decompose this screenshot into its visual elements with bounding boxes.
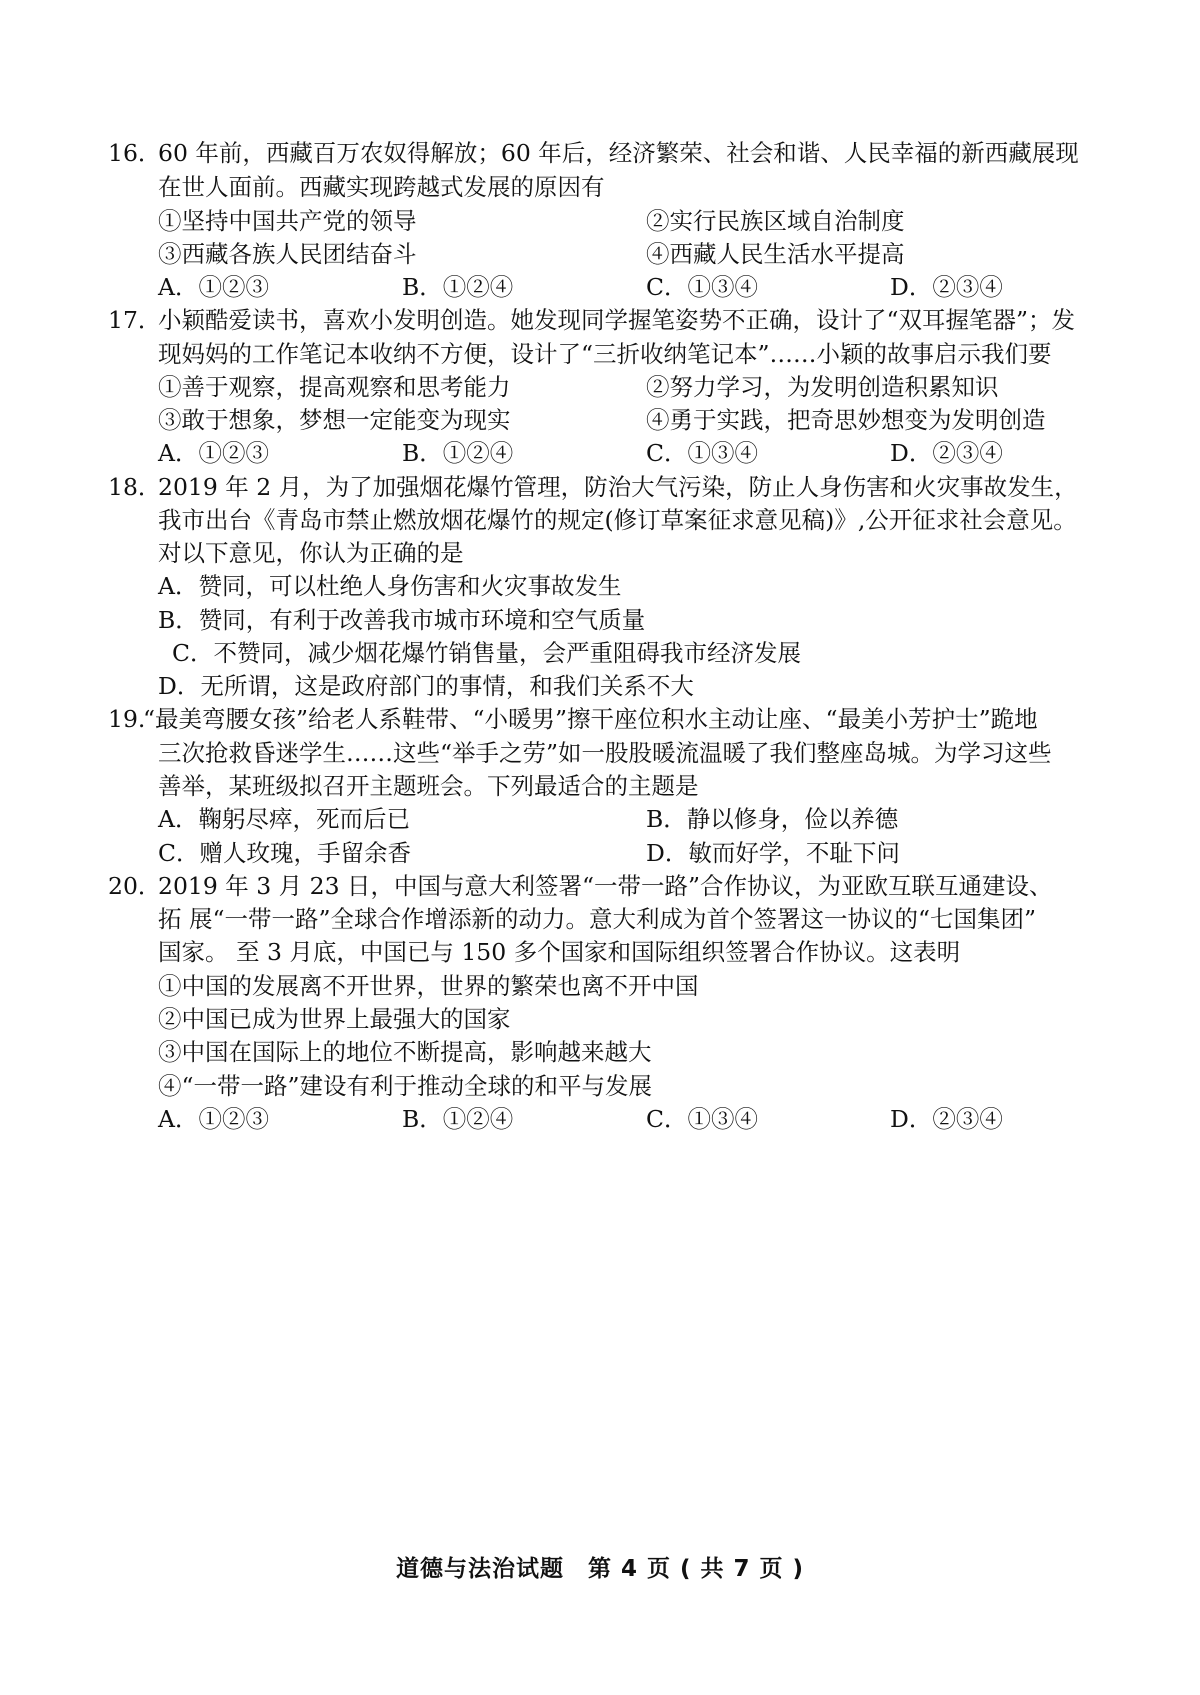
statement: ①中国的发展离不开世界，世界的繁荣也离不开中国 xyxy=(158,972,699,1000)
statement: ③西藏各族人民团结奋斗 xyxy=(158,240,417,268)
question-stem-line: 在世人面前。西藏实现跨越式发展的原因有 xyxy=(158,173,605,201)
page-footer: 道德与法治试题 第 4 页 ( 共 7 页 ) xyxy=(395,1556,805,1582)
choice-a[interactable]: A．赞同，可以杜绝人身伤害和火灾事故发生 xyxy=(158,572,622,600)
question-stem-line: 对以下意见，你认为正确的是 xyxy=(158,539,464,567)
statement: ④勇于实践，把奇思妙想变为发明创造 xyxy=(646,406,1046,434)
statement: ③敢于想象，梦想一定能变为现实 xyxy=(158,406,511,434)
choice-d[interactable]: D．②③④ xyxy=(890,1105,1003,1133)
choice-c[interactable]: C．不赞同，减少烟花爆竹销售量，会严重阻碍我市经济发展 xyxy=(172,639,801,667)
statement: ②中国已成为世界上最强大的国家 xyxy=(158,1005,511,1033)
question-stem-line: 60 年前，西藏百万农奴得解放；60 年后，经济繁荣、社会和谐、人民幸福的新西藏展现 xyxy=(158,139,1079,167)
choice-b[interactable]: B．①②④ xyxy=(402,1105,514,1133)
choice-b[interactable]: B．①②④ xyxy=(402,439,514,467)
question-stem-line: 2019 年 2 月，为了加强烟花爆竹管理，防治大气污染，防止人身伤害和火灾事故发生， xyxy=(158,473,1078,501)
question-number: 20． xyxy=(108,872,162,900)
statement: ②努力学习，为发明创造积累知识 xyxy=(646,373,999,401)
question-number: 16． xyxy=(108,139,162,167)
question-stem-line: “最美弯腰女孩”给老人系鞋带、“小暖男”擦干座位积水主动让座、“最美小芳护士”跪地 xyxy=(143,705,1038,733)
question-stem-line: 国家。 至 3 月底，中国已与 150 多个国家和国际组织签署合作协议。这表明 xyxy=(158,938,961,966)
choice-d[interactable]: D．无所谓，这是政府部门的事情，和我们关系不大 xyxy=(158,672,694,700)
choice-c[interactable]: C．①③④ xyxy=(646,273,758,301)
choice-b[interactable]: B．①②④ xyxy=(402,273,514,301)
statement: ①善于观察，提高观察和思考能力 xyxy=(158,373,511,401)
choice-d[interactable]: D．敏而好学，不耻下问 xyxy=(646,839,900,867)
choice-a[interactable]: A．①②③ xyxy=(158,273,269,301)
question-number: 19. xyxy=(108,705,146,733)
choice-d[interactable]: D．②③④ xyxy=(890,273,1003,301)
choice-d[interactable]: D．②③④ xyxy=(890,439,1003,467)
choice-b[interactable]: B．静以修身，俭以养德 xyxy=(646,805,899,833)
question-stem-line: 我市出台《青岛市禁止燃放烟花爆竹的规定(修订草案征求意见稿)》,公开征求社会意见。 xyxy=(158,506,1077,534)
choice-a[interactable]: A．①②③ xyxy=(158,439,269,467)
question-stem-line: 三次抢救昏迷学生……这些“举手之劳”如一股股暖流温暖了我们整座岛城。为学习这些 xyxy=(158,739,1052,767)
choice-a[interactable]: A．鞠躬尽瘁，死而后已 xyxy=(158,805,410,833)
question-stem-line: 拓 展“一带一路”全球合作增添新的动力。意大利成为首个签署这一协议的“七国集团” xyxy=(158,905,1037,933)
statement: ①坚持中国共产党的领导 xyxy=(158,207,417,235)
statement: ④西藏人民生活水平提高 xyxy=(646,240,905,268)
statement: ②实行民族区域自治制度 xyxy=(646,207,905,235)
choice-c[interactable]: C．①③④ xyxy=(646,1105,758,1133)
choice-b[interactable]: B．赞同，有利于改善我市城市环境和空气质量 xyxy=(158,606,646,634)
question-stem-line: 2019 年 3 月 23 日，中国与意大利签署“一带一路”合作协议，为亚欧互联互通建设、 xyxy=(158,872,1053,900)
question-stem-line: 现妈妈的工作笔记本收纳不方便，设计了“三折收纳笔记本”……小颖的故事启示我们要 xyxy=(158,340,1052,368)
statement: ③中国在国际上的地位不断提高，影响越来越大 xyxy=(158,1038,652,1066)
question-stem-line: 善举，某班级拟召开主题班会。下列最适合的主题是 xyxy=(158,772,699,800)
choice-a[interactable]: A．①②③ xyxy=(158,1105,269,1133)
question-number: 18． xyxy=(108,473,162,501)
question-number: 17． xyxy=(108,306,162,334)
statement: ④“一带一路”建设有利于推动全球的和平与发展 xyxy=(158,1072,653,1100)
choice-c[interactable]: C．①③④ xyxy=(646,439,758,467)
choice-c[interactable]: C．赠人玫瑰，手留余香 xyxy=(158,839,411,867)
question-stem-line: 小颖酷爱读书，喜欢小发明创造。她发现同学握笔姿势不正确，设计了“双耳握笔器”；发 xyxy=(158,306,1076,334)
